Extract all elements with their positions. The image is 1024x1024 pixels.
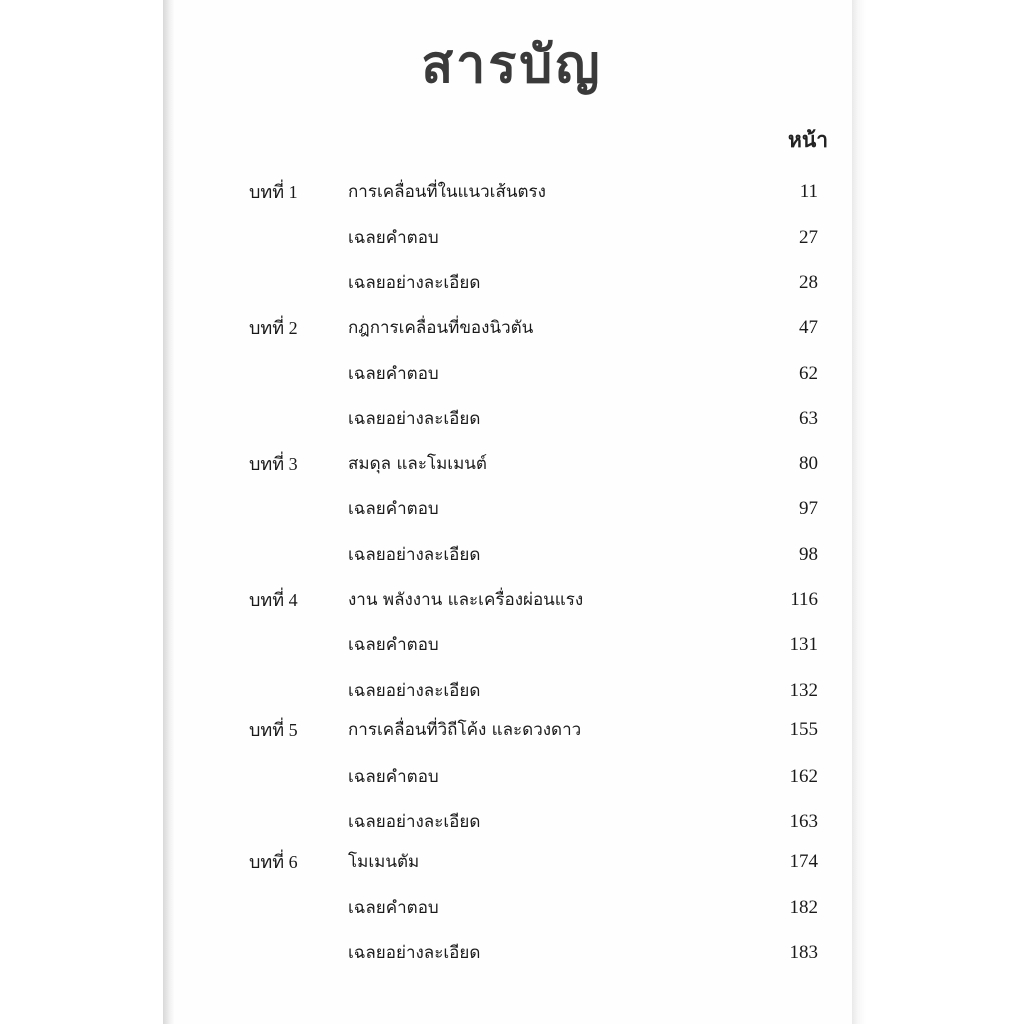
toc-row bbox=[0, 449, 1024, 479]
toc-row bbox=[0, 585, 1024, 615]
page-number: 80 bbox=[799, 453, 818, 474]
toc-row bbox=[0, 893, 1024, 923]
toc-row bbox=[0, 630, 1024, 660]
toc-entry-title: เฉลยคำตอบ bbox=[348, 767, 439, 787]
toc-row bbox=[0, 807, 1024, 837]
page-number: 162 bbox=[789, 766, 818, 787]
page-number: 132 bbox=[789, 680, 818, 701]
page-number: 116 bbox=[790, 589, 818, 610]
toc-entry-title: เฉลยคำตอบ bbox=[348, 499, 439, 519]
toc-row bbox=[0, 177, 1024, 207]
chapter-number: บทที่ 2 bbox=[249, 318, 298, 338]
page-number: 183 bbox=[789, 942, 818, 963]
page-number: 11 bbox=[799, 181, 818, 202]
toc-row bbox=[0, 540, 1024, 570]
page-number: 27 bbox=[799, 227, 818, 248]
toc-entry-title: เฉลยอย่างละเอียด bbox=[348, 545, 481, 565]
page-number: 47 bbox=[799, 317, 818, 338]
toc-entry-title: เฉลยคำตอบ bbox=[348, 228, 439, 248]
page-number: 163 bbox=[789, 811, 818, 832]
toc-row bbox=[0, 359, 1024, 389]
toc-entry-title: เฉลยอย่างละเอียด bbox=[348, 681, 481, 701]
toc-entry-title: เฉลยอย่างละเอียด bbox=[348, 273, 481, 293]
chapter-number: บทที่ 4 bbox=[249, 590, 298, 610]
chapter-number: บทที่ 6 bbox=[249, 852, 298, 872]
toc-entry-title: เฉลยคำตอบ bbox=[348, 635, 439, 655]
page-number: 131 bbox=[789, 634, 818, 655]
toc-entry-title: โมเมนตัม bbox=[348, 852, 420, 872]
toc-row bbox=[0, 762, 1024, 792]
toc-row bbox=[0, 676, 1024, 706]
page-number: 182 bbox=[789, 897, 818, 918]
page-number: 155 bbox=[789, 719, 818, 740]
page-number: 97 bbox=[799, 498, 818, 519]
toc-entry-title: เฉลยคำตอบ bbox=[348, 364, 439, 384]
toc-entry-title: สมดุล และโมเมนต์ bbox=[348, 454, 487, 474]
toc-entry-title: การเคลื่อนที่วิถีโค้ง และดวงดาว bbox=[348, 720, 582, 740]
page-number: 98 bbox=[799, 544, 818, 565]
page-number: 63 bbox=[799, 408, 818, 429]
toc-entry-title: เฉลยอย่างละเอียด bbox=[348, 409, 481, 429]
page-number: 62 bbox=[799, 363, 818, 384]
page-number: 174 bbox=[789, 851, 818, 872]
toc-row bbox=[0, 313, 1024, 343]
toc-entry-title: งาน พลังงาน และเครื่องผ่อนแรง bbox=[348, 590, 584, 610]
toc-row bbox=[0, 404, 1024, 434]
chapter-number: บทที่ 5 bbox=[249, 720, 298, 740]
toc-entry-title: เฉลยอย่างละเอียด bbox=[348, 812, 481, 832]
toc-row bbox=[0, 494, 1024, 524]
toc-row bbox=[0, 223, 1024, 253]
toc-entry-title: เฉลยอย่างละเอียด bbox=[348, 943, 481, 963]
toc-entry-title: กฎการเคลื่อนที่ของนิวตัน bbox=[348, 318, 534, 338]
toc-entry-title: การเคลื่อนที่ในแนวเส้นตรง bbox=[348, 182, 546, 202]
toc-row bbox=[0, 268, 1024, 298]
page-column-header: หน้า bbox=[788, 128, 828, 152]
chapter-number: บทที่ 3 bbox=[249, 454, 298, 474]
chapter-number: บทที่ 1 bbox=[249, 182, 298, 202]
page-number: 28 bbox=[799, 272, 818, 293]
page-title: สารบัญ bbox=[421, 35, 603, 95]
toc-row bbox=[0, 847, 1024, 877]
toc-row bbox=[0, 715, 1024, 745]
toc-row bbox=[0, 938, 1024, 968]
toc-entry-title: เฉลยคำตอบ bbox=[348, 898, 439, 918]
